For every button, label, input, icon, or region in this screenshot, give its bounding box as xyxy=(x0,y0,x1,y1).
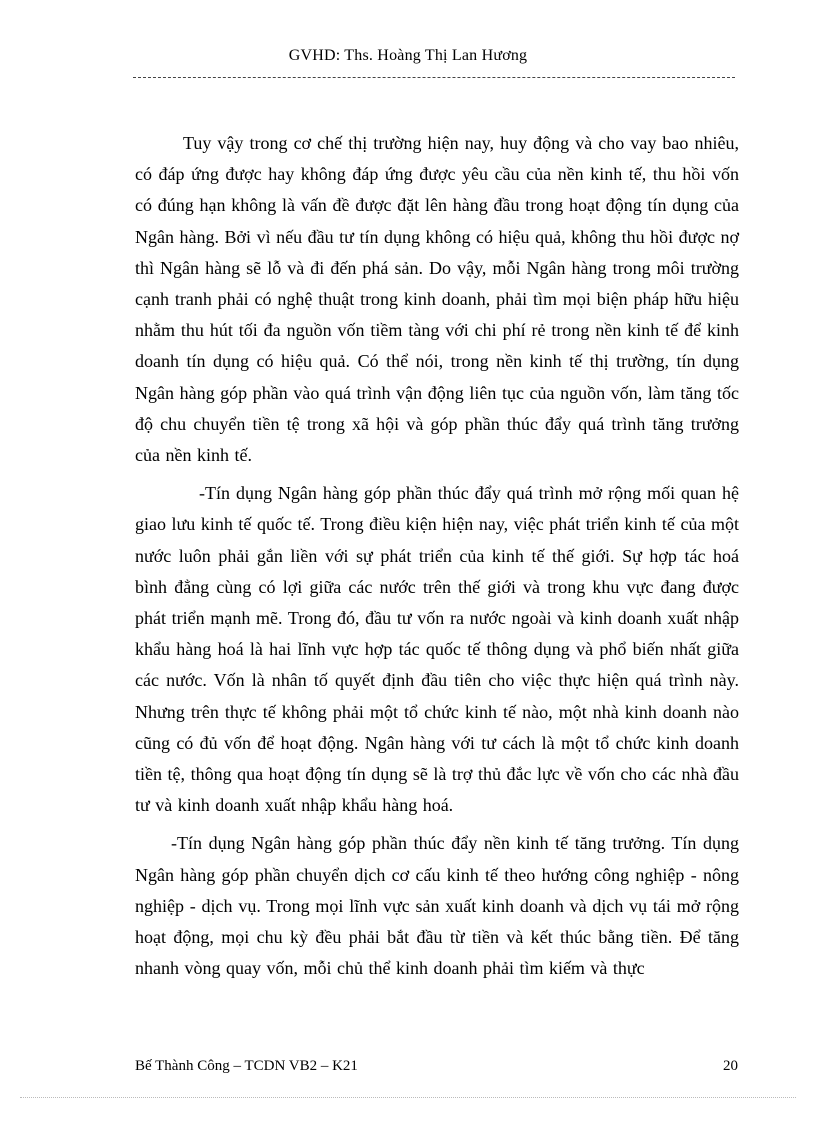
page-number: 20 xyxy=(723,1058,738,1074)
page-header-title: GVHD: Ths. Hoàng Thị Lan Hương xyxy=(288,47,528,64)
header-divider xyxy=(133,77,735,78)
paragraph-3: -Tín dụng Ngân hàng góp phần thúc đẩy nền kinh tế tăng trưởng. Tín dụng Ngân hàng góp phần chuyển dịch cơ cấu kinh tế theo hướng công nghiệp - nông nghiệp - dịch vụ. Trong mọi lĩnh vực sản xuất kinh doanh và dịch vụ tái mở rộng hoạt động, mọi chu kỳ đều phải bắt đầu từ tiền và kết thúc bằng tiền. Để tăng nhanh vòng quay vốn, mỗi chủ thể kinh doanh phải tìm kiếm và thực xyxy=(135,833,739,979)
footer-divider xyxy=(20,1097,796,1098)
paragraph-1: Tuy vậy trong cơ chế thị trường hiện nay, huy động và cho vay bao nhiêu, có đáp ứng được hay không đáp ứng được yêu cầu của nền kinh tế, thu hồi vốn có đúng hạn không là vấn đề được đặt lên hàng đầu trong hoạt động tín dụng của Ngân hàng. Bởi vì nếu đầu tư tín dụng không có hiệu quả, không thu hồi được nợ thì Ngân hàng sẽ lỗ và đi đến phá sản. Do vậy, mỗi Ngân hàng trong môi trường cạnh tranh phải có nghệ thuật trong kinh doanh, phải tìm mọi biện pháp hữu hiệu nhằm thu hút tối đa nguồn vốn tiềm tàng với chi phí rẻ trong nền kinh tế để kinh doanh tín dụng có hiệu quả. Có thể nói, trong nền kinh tế thị trường, tín dụng Ngân hàng góp phần vào quá trình vận động liên tục của nguồn vốn, làm tăng tốc độ chu chuyển tiền tệ trong xã hội và góp phần thúc đẩy quá trình tăng trưởng của nền kinh tế. xyxy=(135,133,739,466)
paragraph-2: -Tín dụng Ngân hàng góp phần thúc đẩy quá trình mở rộng mối quan hệ giao lưu kinh tế quốc tế. Trong điều kiện hiện nay, việc phát triển kinh tế của một nước luôn phải gắn liền với sự phát triển của kinh tế thế giới. Sự hợp tác hoá bình đẳng cùng có lợi giữa các nước trên thế giới và trong khu vực đang được phát triển mạnh mẽ. Trong đó, đầu tư vốn ra nước ngoài và kinh doanh xuất nhập khẩu hàng hoá là hai lĩnh vực hợp tác quốc tế thông dụng và phổ biến nhất giữa các nước. Vốn là nhân tố quyết định đầu tiên cho việc thực hiện quá trình này. Nhưng trên thực tế không phải một tổ chức kinh tế nào, một nhà kinh doanh nào cũng có đủ vốn để hoạt động. Ngân hàng với tư cách là một tổ chức kinh doanh tiền tệ, thông qua hoạt động tín dụng sẽ là trợ thủ đắc lực về vốn cho các nhà đầu tư và kinh doanh xuất nhập khẩu hàng hoá. xyxy=(135,483,739,816)
footer-author: Bế Thành Công – TCDN VB2 – K21 xyxy=(135,1058,358,1074)
document-body xyxy=(135,128,739,991)
